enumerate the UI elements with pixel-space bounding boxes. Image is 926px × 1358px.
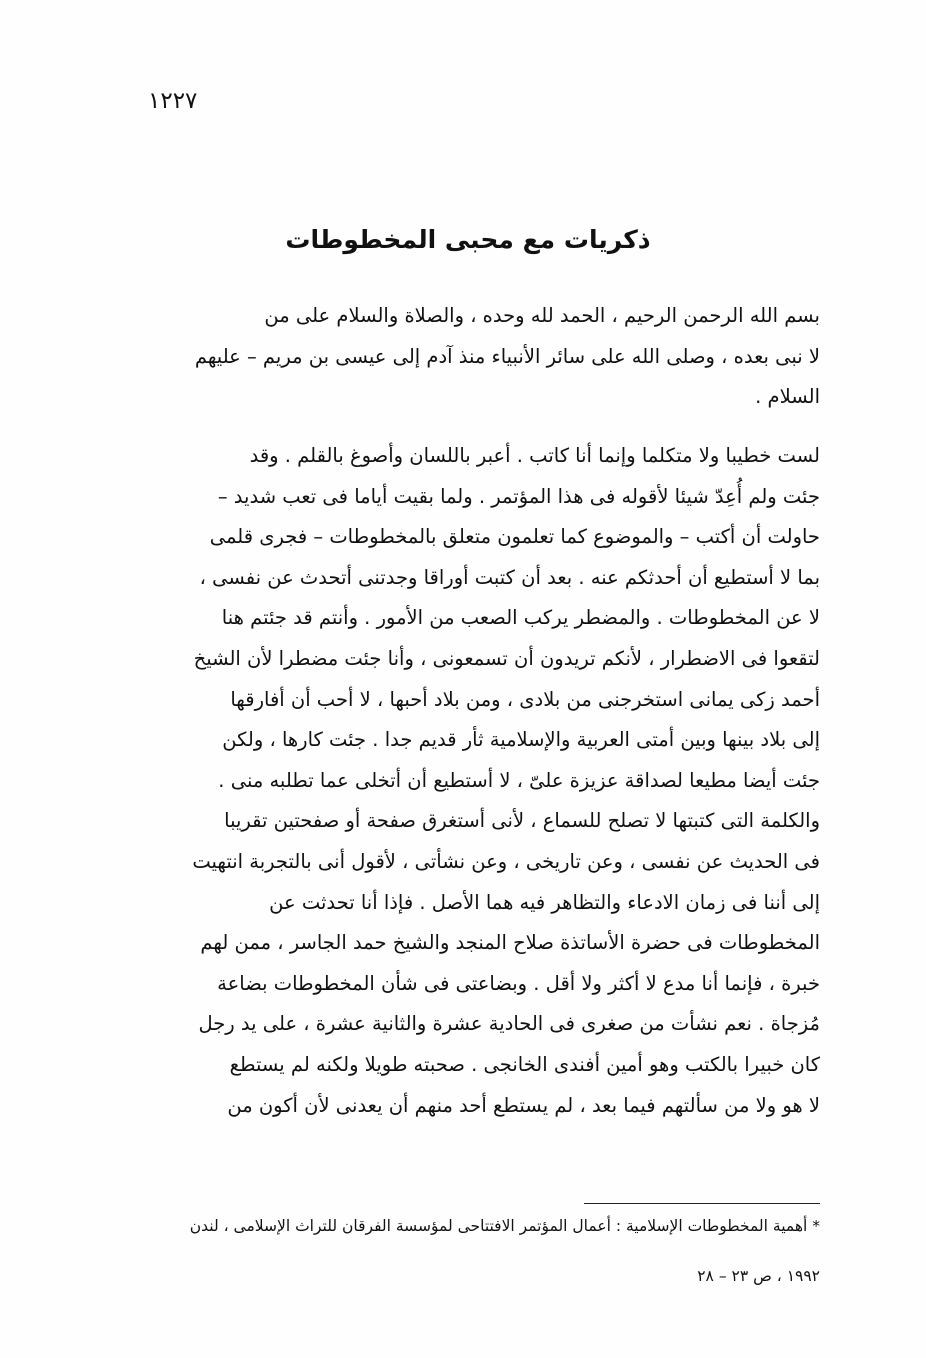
text-line: مُزجاة . نعم نشأت من صغرى فى الحادية عشرة والثانية عشرة ، على يد رجل [198, 1012, 820, 1036]
text-line: حاولت أن أكتب – والموضوع كما تعلمون متعلق بالمخطوطات – فجرى قلمى [209, 525, 820, 549]
body-paragraph [118, 436, 820, 1126]
text-line: لا هو ولا من سألتهم فيما بعد ، لم يستطع أحد منهم أن يعدنى لأن أكون من [227, 1093, 820, 1117]
text-line: لا عن المخطوطات . والمضطر يركب الصعب من الأمور . وأنتم قد جئتم هنا [221, 606, 820, 630]
text-line: خبرة ، فإنما أنا مدع لا أكثر ولا أقل . وبضاعتى فى شأن المخطوطات بضاعة [217, 971, 820, 995]
page-number: ١٢٢٧ [148, 88, 198, 114]
text-line: إلى بلاد بينها وبين أمتى العربية والإسلامية ثأر قديم جدا . جئت كارها ، ولكن [222, 728, 820, 752]
text-line: بما لا أستطيع أن أحدثكم عنه . بعد أن كتبت أوراقا وجدتنى أتحدث عن نفسى ، [199, 565, 820, 589]
opening-paragraph [118, 296, 820, 418]
text-line: فى الحديث عن نفسى ، وعن تاريخى ، وعن نشأتى ، لأقول أنى بالتجربة انتهيت [192, 849, 820, 873]
text-line: جئت أيضا مطيعا لصداقة عزيزة علىّ ، لا أستطيع أن أتخلى عما تطلبه منى . [218, 768, 820, 792]
footnote-divider [584, 1203, 820, 1204]
text-line: جئت ولم أُعِدّ شيئا لأقوله فى هذا المؤتمر . ولما بقيت أياما فى تعب شديد – [217, 484, 820, 508]
footnote-line: * أهمية المخطوطات الإسلامية : أعمال المؤتمر الافتتاحى لمؤسسة الفرقان للتراث الإسلامى ، لندن [189, 1217, 820, 1235]
text-line: كان خبيرا بالكتب وهو أمين أفندى الخانجى . صحبته طويلا ولكنه لم يستطع [229, 1052, 820, 1076]
footnote [118, 1213, 820, 1289]
text-line: السلام . [755, 385, 820, 409]
text-line: والكلمة التى كتبتها لا تصلح للسماع ، لأنى أستغرق صفحة أو صفحتين تقريبا [224, 809, 820, 833]
text-line: المخطوطات فى حضرة الأساتذة صلاح المنجد والشيخ حمد الجاسر ، ممن لهم [200, 931, 820, 955]
text-line: لتقعوا فى الاضطرار ، لأنكم تريدون أن تسمعونى ، وأنا جئت مضطرا لأن الشيخ [193, 646, 820, 670]
text-line: لا نبى بعده ، وصلى الله على سائر الأنبياء منذ آدم إلى عيسى بن مريم – عليهم [194, 344, 820, 368]
chapter-title: ذكريات مع محبى المخطوطات [285, 225, 651, 254]
text-line: إلى أننا فى زمان الادعاء والتظاهر فيه هما الأصل . فإذا أنا تحدثت عن [269, 890, 820, 914]
text-line: بسم الله الرحمن الرحيم ، الحمد لله وحده ، والصلاة والسلام على من [264, 304, 820, 327]
text-line: أحمد زكى يمانى استخرجنى من بلادى ، ومن بلاد أحبها ، لا أحب أن أفارقها [230, 687, 820, 711]
text-line: لست خطيبا ولا متكلما وإنما أنا كاتب . أعبر باللسان وأصوغ بالقلم . وقد [249, 444, 820, 467]
footnote-line: ١٩٩٢ ، ص ٢٣ – ٢٨ [697, 1267, 820, 1285]
